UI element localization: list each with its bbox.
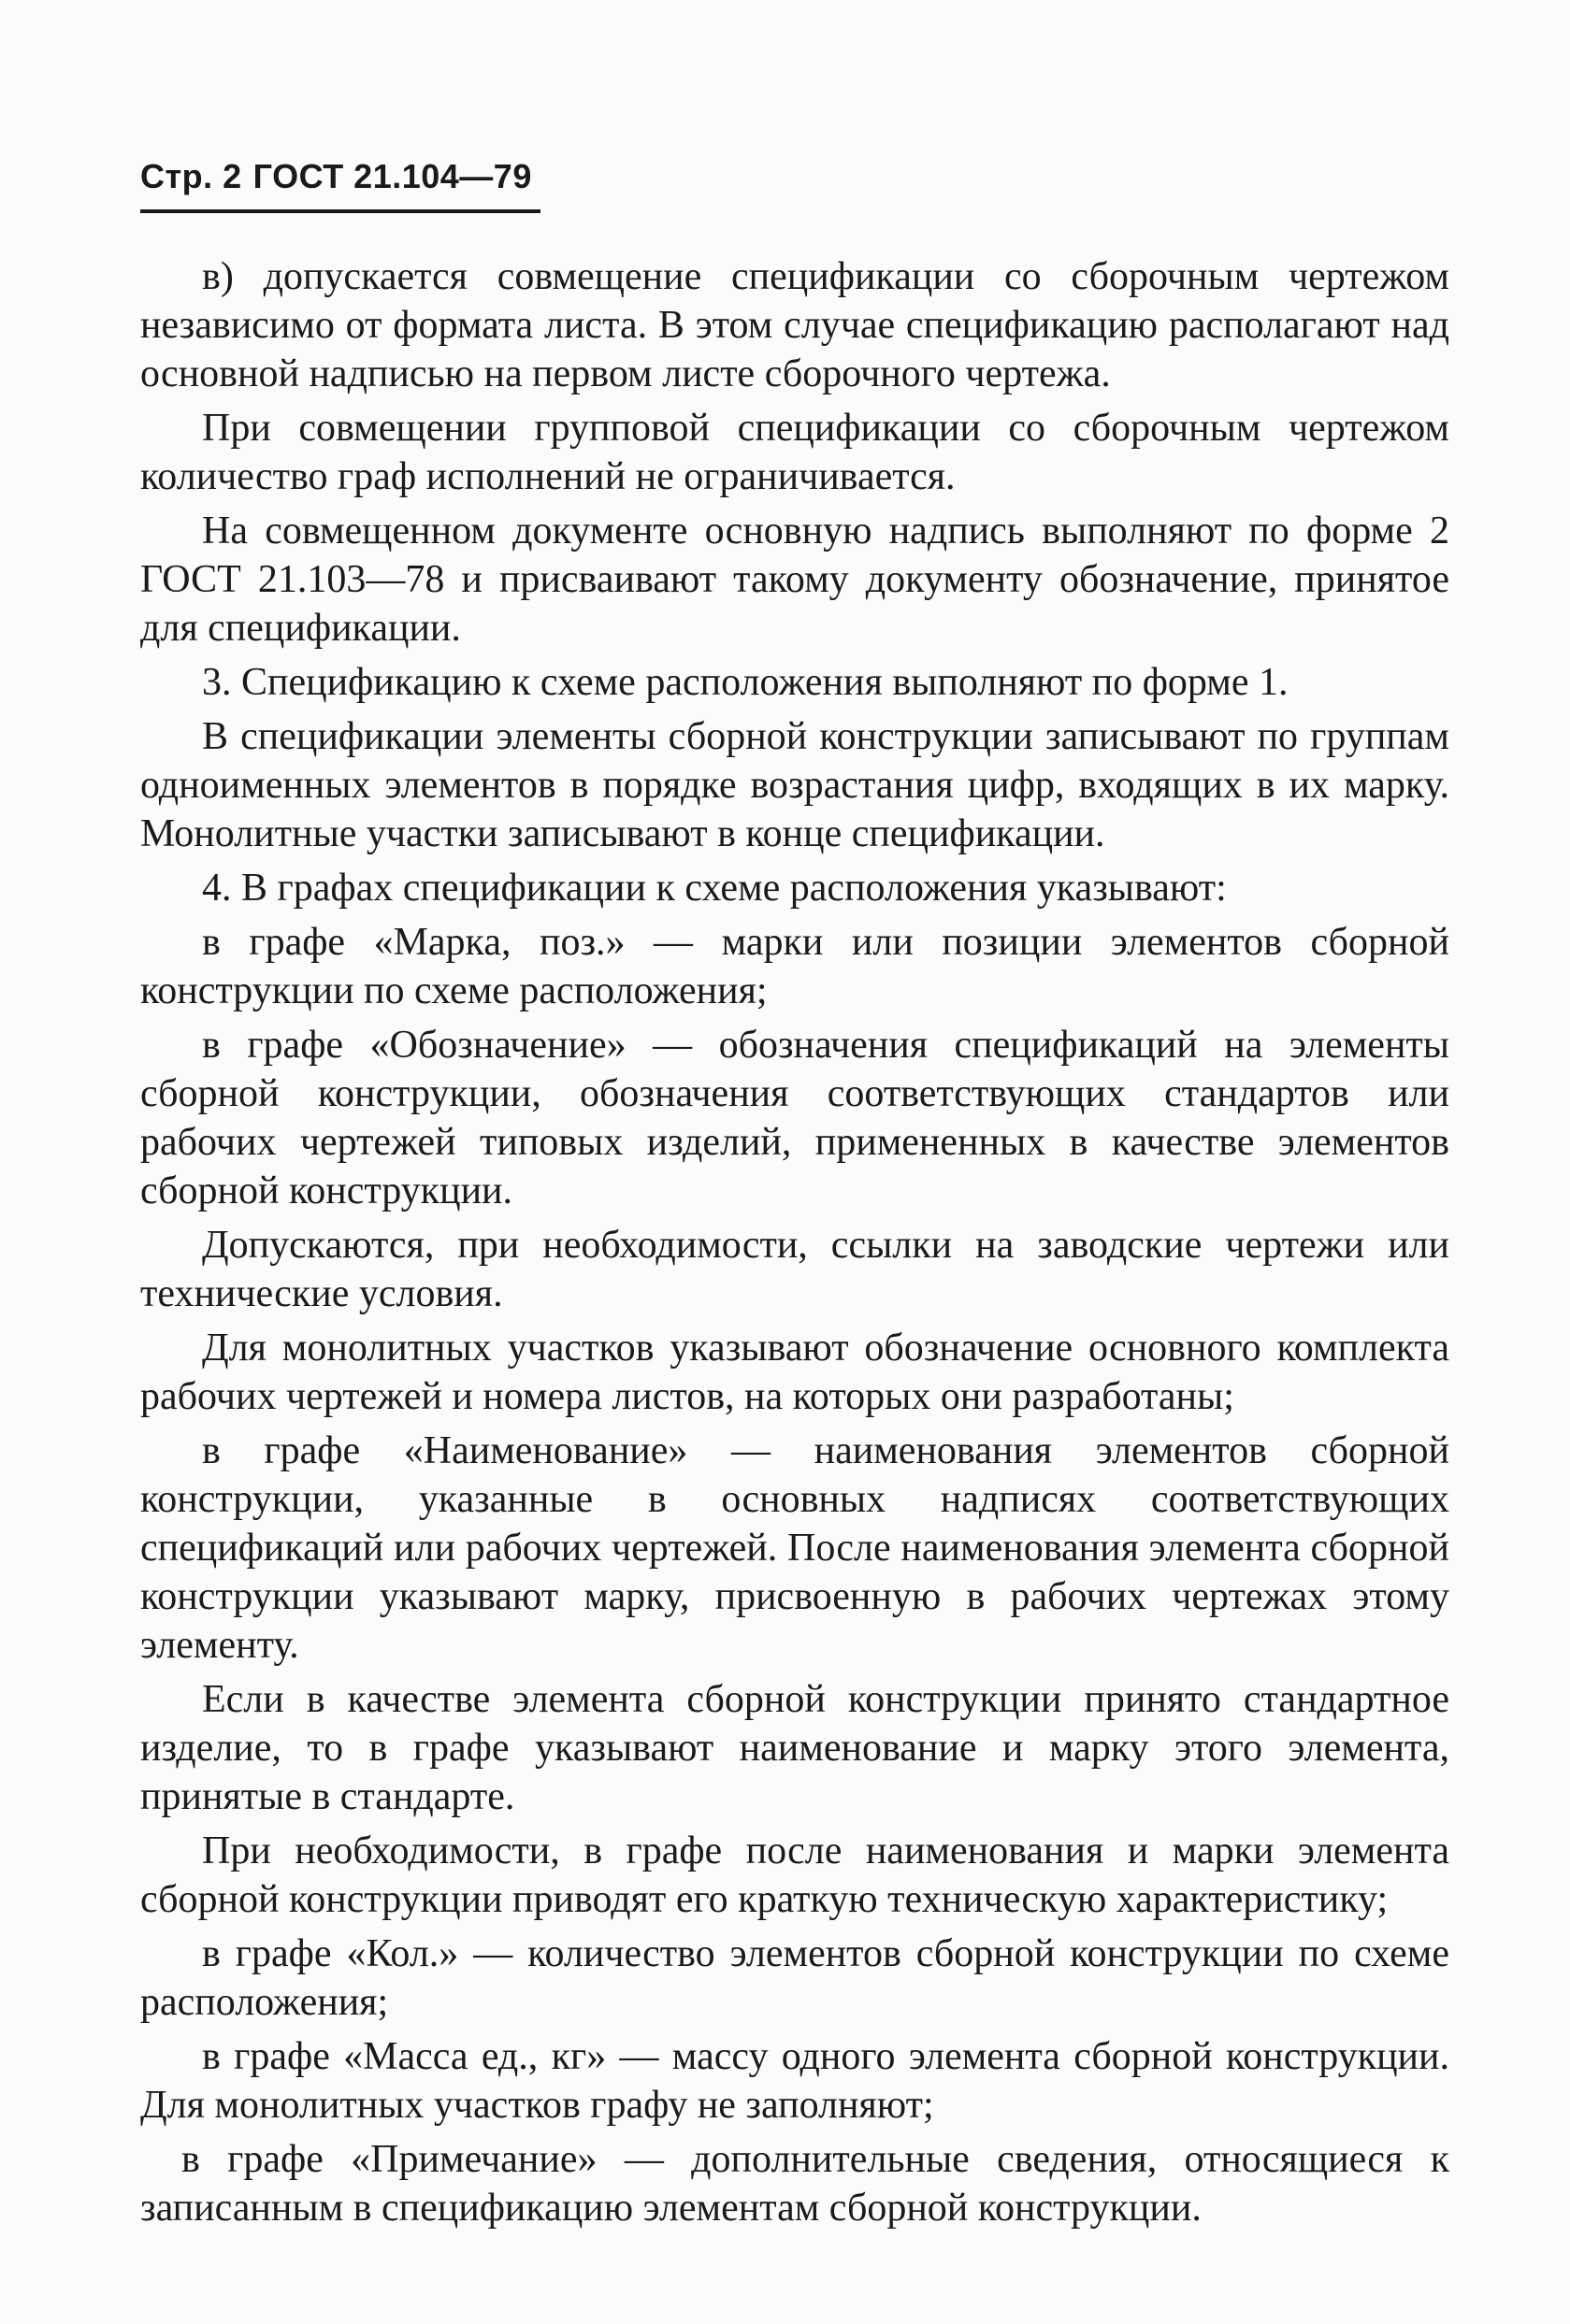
paragraph: в графе «Примечание» — дополнительные сведения, относящиеся к записанным в спецификацию элементам сборной конструкции.: [140, 2138, 1449, 2230]
paragraph: Допускаются, при необходимости, ссылки на заводские чертежи или технические условия.: [140, 1224, 1449, 1315]
paragraph: В спецификации элементы сборной конструкции записывают по группам одноименных элементов в порядке возрастания цифр, входящих в их марку. Монолитные участки записывают в конце спецификации.: [140, 715, 1449, 855]
paragraph: в графе «Обозначение» — обозначения спецификаций на элементы сборной конструкции, обозначения соответствующих стандартов или рабочих чертежей типовых изделий, примененных в качестве элементов сборной конструкции.: [140, 1024, 1449, 1212]
page-header: [140, 157, 532, 196]
paragraph: в графе «Наименование» — наименования элементов сборной конструкции, указанные в основных надписях соответствующих спецификаций или рабочих чертежей. После наименования элемента сборной конструкции указывают марку, присвоенную в рабочих чертежах этому элементу.: [140, 1429, 1449, 1667]
paragraph: в графе «Марка, поз.» — марки или позиции элементов сборной конструкции по схеме расположения;: [140, 921, 1449, 1012]
paragraph: Если в качестве элемента сборной конструкции принято стандартное изделие, то в графе указывают наименование и марку этого элемента, принятые в стандарте.: [140, 1678, 1449, 1818]
page-number: Стр. 2: [140, 157, 242, 195]
paragraph: 3. Спецификацию к схеме расположения выполняют по форме 1.: [202, 661, 1289, 704]
paragraph: При необходимости, в графе после наименования и марки элемента сборной конструкции приводят его краткую техническую характеристику;: [140, 1829, 1449, 1921]
paragraph: в) допускается совмещение спецификации со сборочным чертежом независимо от формата листа. В этом случае спецификацию располагают над основной надписью на первом листе сборочного чертежа.: [140, 255, 1449, 395]
header-underline: [140, 209, 540, 213]
document-body: [140, 252, 1449, 2232]
paragraph: 4. В графах спецификации к схеме расположения указывают:: [202, 867, 1227, 910]
paragraph: Для монолитных участков указывают обозначение основного комплекта рабочих чертежей и номера листов, на которых они разработаны;: [140, 1327, 1449, 1418]
standard-code: ГОСТ 21.104—79: [252, 157, 532, 195]
paragraph: При совмещении групповой спецификации со сборочным чертежом количество граф исполнений не ограничивается.: [140, 407, 1449, 498]
paragraph: в графе «Масса ед., кг» — массу одного элемента сборной конструкции. Для монолитных участков графу не заполняют;: [140, 2035, 1449, 2127]
paragraph: На совмещенном документе основную надпись выполняют по форме 2 ГОСТ 21.103—78 и присваивают такому документу обозначение, принятое для спецификации.: [140, 509, 1449, 650]
paragraph: в графе «Кол.» — количество элементов сборной конструкции по схеме расположения;: [140, 1932, 1449, 2024]
